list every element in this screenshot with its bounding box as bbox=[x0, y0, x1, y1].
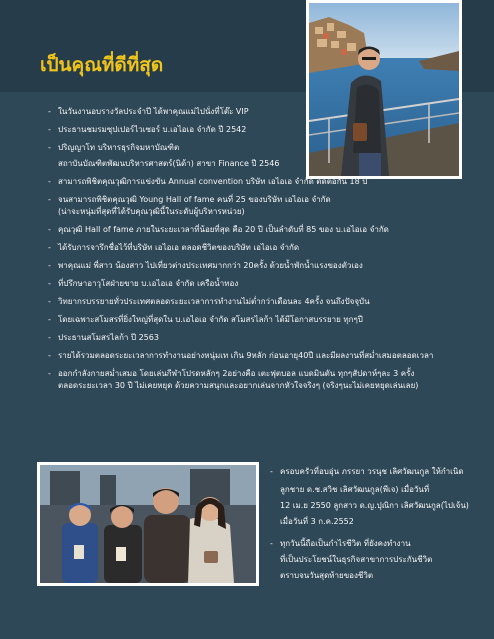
list-item bbox=[48, 350, 460, 362]
list-item bbox=[48, 278, 460, 290]
list-item-text: พาคุณแม่ พี่สาว น้องสาว ไปเที่ยวต่างประเทศมากกว่า 20ครั้ง ด้วยน้ำพักน้ำแรงของตัวเอง bbox=[58, 261, 363, 270]
family-note-line: ที่เป็นประโยชน์ในธุรกิจสาขาการประกันชีวิต bbox=[280, 555, 433, 564]
family-note-line: ลูกชาย ด.ช.สวิช เลิศวัฒนกูล(พีเจ) เมื่อวันที่ bbox=[280, 485, 430, 494]
family-note bbox=[270, 466, 475, 528]
list-item bbox=[48, 194, 460, 218]
list-item-text: ได้รับการจารึกชื่อไว้ที่บริษัท เอไอเอ ตลอดชีวิตของบริษัท เอไอเอ จำกัด bbox=[58, 243, 300, 252]
list-item-text: ที่ปรึกษาอาวุโสฝ่ายขาย บ.เอไอเอ จำกัด เครือน้ำทอง bbox=[58, 279, 239, 288]
list-item-subtext: สถาบันบัณฑิตพัฒนบริหารศาสตร์(นิด้า) สาขา Finance ปี 2546 bbox=[58, 159, 280, 168]
family-notes bbox=[270, 466, 475, 588]
list-item-text: คุณวุฒิ Hall of fame ภายในระยะเวลาที่น้อยที่สุด คือ 20 ปี เป็นลำดับที่ 85 ของ บ.เอไอเอ จำกัด bbox=[58, 225, 389, 234]
list-item bbox=[48, 242, 460, 254]
list-item-text: ในวันงานอบรางวัลประจำปี ได้พาคุณแม่ไปนั่งที่โต๊ะ VIP bbox=[58, 107, 249, 116]
list-item bbox=[48, 142, 460, 170]
list-item-subtext: ตลอดระยะเวลา 30 ปี ไม่เคยหยุด ด้วยความสนุกและอยากเล่นจากหัวใจจริงๆ (จริงๆนะไม่เคยหยุดเล่นเลย) bbox=[58, 381, 419, 390]
page-title: เป็นคุณที่ดีที่สุด bbox=[40, 54, 164, 76]
list-item-text: ประธานสโมสรไลก้า ปี 2563 bbox=[58, 333, 159, 342]
family-note bbox=[270, 538, 475, 582]
family-note-line: - ทุกวันนี้ถือเป็นกำไรชีวิต ที่ยังคงทำงาน bbox=[280, 539, 411, 548]
list-item-text: วิทยากรบรรยายทั่วประเทศตลอดระยะเวลาการทำงานไม่ต่ำกว่าเดือนละ 4ครั้ง จนถึงปัจจุบัน bbox=[58, 297, 370, 306]
family-note-line: ตราบจนวันสุดท้ายของชีวิต bbox=[280, 571, 374, 580]
list-item-text: ออกกำลังกายสม่ำเสมอ โดยเล่นกีฬาโปรดหลักๆ 2อย่างคือ เตะฟุตบอล แบดมินตัน ทุกๆสัปดาห์ๆละ 3 ครั้ง bbox=[58, 369, 415, 378]
list-item-text: รายได้รวมตลอดระยะเวลาการทำงานอย่างหนุ่มเท เกิน 9หลัก ก่อนอายุ40ปี และมีผลงานที่สม่ำเสมอตลอดเวลา bbox=[58, 351, 434, 360]
list-item bbox=[48, 106, 460, 118]
list-item bbox=[48, 176, 460, 188]
list-item-text: ประธานชมรมซุปเปอร์ไวเซอร์ บ.เอไอเอ จำกัด ปี 2542 bbox=[58, 125, 247, 134]
list-item bbox=[48, 224, 460, 236]
list-item bbox=[48, 124, 460, 136]
family-note-line: - ครอบครัวที่อบอุ่น ภรรยา วรนุช เลิศวัฒนกูล ให้กำเนิด bbox=[280, 467, 464, 476]
list-item-text: จนสามารถพิชิตคุณวุฒิ Young Hall of fame คนที่ 25 ของบริษัท เอไอเอ จำกัด bbox=[58, 195, 331, 204]
list-item bbox=[48, 314, 460, 326]
family-note-line: 12 เม.ย 2550 ลูกสาว ด.ญ.ปุณิกา เลิศวัฒนกูล(ไปเจ้น) bbox=[280, 501, 469, 510]
list-item-text: โดยเฉพาะสโมสรที่ยิ่งใหญ่ที่สุดใน บ.เอไอเอ จำกัด สโมสรไลก้า ได้มีโอกาสบรรยาย ทุกๆปี bbox=[58, 315, 363, 324]
family-note-line: เมื่อวันที่ 3 ก.ค.2552 bbox=[280, 517, 354, 526]
achievement-list bbox=[48, 106, 460, 392]
list-item bbox=[48, 260, 460, 272]
list-item bbox=[48, 332, 460, 344]
list-item bbox=[48, 296, 460, 308]
list-item bbox=[48, 368, 460, 392]
list-item-text: ปริญญาโท บริหารธุรกิจมหาบัณฑิต bbox=[58, 143, 180, 152]
family-photo bbox=[37, 462, 259, 586]
list-item-subtext: (น่าจะหนุ่มที่สุดที่ได้รับคุณวุฒินี้ในระดับผู้บริหารหน่วย) bbox=[58, 207, 245, 216]
list-item-text: สามารถพิชิตคุณวุฒิการแข่งขัน Annual convention บริษัท เอไอเอ จำกัด ติดต่อกัน 18 ปี bbox=[58, 177, 368, 186]
